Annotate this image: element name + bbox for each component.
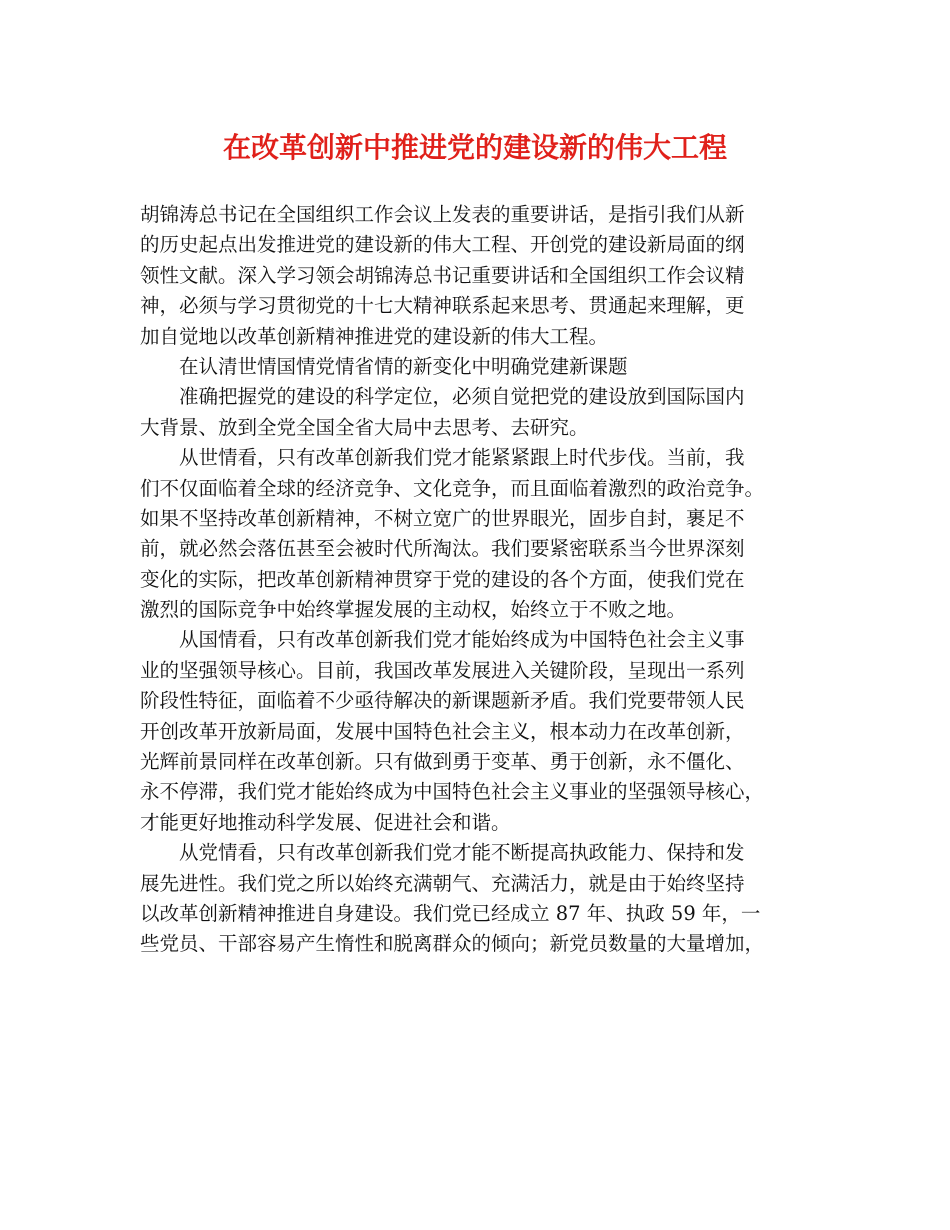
paragraph-first-line: 从党情看，只有改革创新我们党才能不断提高执政能力、保持和发 [179, 841, 745, 865]
text-line: 胡锦涛总书记在全国组织工作会议上发表的重要讲话，是指引我们从新 [140, 203, 745, 226]
text-line: 加自觉地以改革创新精神推进党的建设新的伟大工程。 [140, 324, 609, 348]
text-line: 的历史起点出发推进党的建设新的伟大工程、开创党的建设新局面的纲 [140, 233, 745, 257]
text-line: 些党员、干部容易产生惰性和脱离群众的倾向；新党员数量的大量增加， [140, 932, 765, 956]
text-line: 们不仅面临着全球的经济竞争、文化竞争，而且面临着激烈的政治竞争。 [140, 476, 765, 500]
text-line: 变化的实际，把改革创新精神贯穿于党的建设的各个方面，使我们党在 [140, 567, 745, 591]
text-line: 开创改革开放新局面，发展中国特色社会主义，根本动力在改革创新， [140, 719, 745, 743]
text-line: 展先进性。我们党之所以始终充满朝气、充满活力，就是由于始终坚持 [140, 871, 745, 895]
text-line: 如果不坚持改革创新精神，不树立宽广的世界眼光，固步自封，裹足不 [140, 506, 745, 530]
paragraph-first-line: 从世情看，只有改革创新我们党才能紧紧跟上时代步伐。当前，我 [179, 446, 745, 470]
text-line: 阶段性特征，面临着不少亟待解决的新课题新矛盾。我们党要带领人民 [140, 689, 745, 713]
document-body [140, 200, 812, 960]
text-line: 前，就必然会落伍甚至会被时代所淘汰。我们要紧密联系当今世界深刻 [140, 537, 745, 561]
paragraph-first-line: 准确把握党的建设的科学定位，必须自觉把党的建设放到国际国内 [179, 385, 745, 409]
page-title: 在改革创新中推进党的建设新的伟大工程 [222, 131, 727, 164]
text-line: 光辉前景同样在改革创新。只有做到勇于变革、勇于创新，永不僵化、 [140, 750, 745, 774]
text-line: 以改革创新精神推进自身建设。我们党已经成立 87 年、执政 59 年，一 [140, 901, 761, 925]
text-line: 才能更好地推动科学发展、促进社会和谐。 [140, 810, 511, 834]
text-line: 神，必须与学习贯彻党的十七大精神联系起来思考、贯通起来理解，更 [140, 294, 745, 318]
text-line: 大背景、放到全党全国全省大局中去思考、去研究。 [140, 415, 589, 439]
paragraph-first-line: 在认清世情国情党情省情的新变化中明确党建新课题 [179, 354, 628, 378]
text-line: 激烈的国际竞争中始终掌握发展的主动权，始终立于不败之地。 [140, 598, 687, 622]
paragraph-first-line: 从国情看，只有改革创新我们党才能始终成为中国特色社会主义事 [179, 628, 745, 652]
text-line: 领性文献。深入学习领会胡锦涛总书记重要讲话和全国组织工作会议精 [140, 263, 745, 287]
text-line: 业的坚强领导核心。目前，我国改革发展进入关键阶段，呈现出一系列 [140, 658, 745, 682]
text-line: 永不停滞，我们党才能始终成为中国特色社会主义事业的坚强领导核心， [140, 780, 765, 804]
